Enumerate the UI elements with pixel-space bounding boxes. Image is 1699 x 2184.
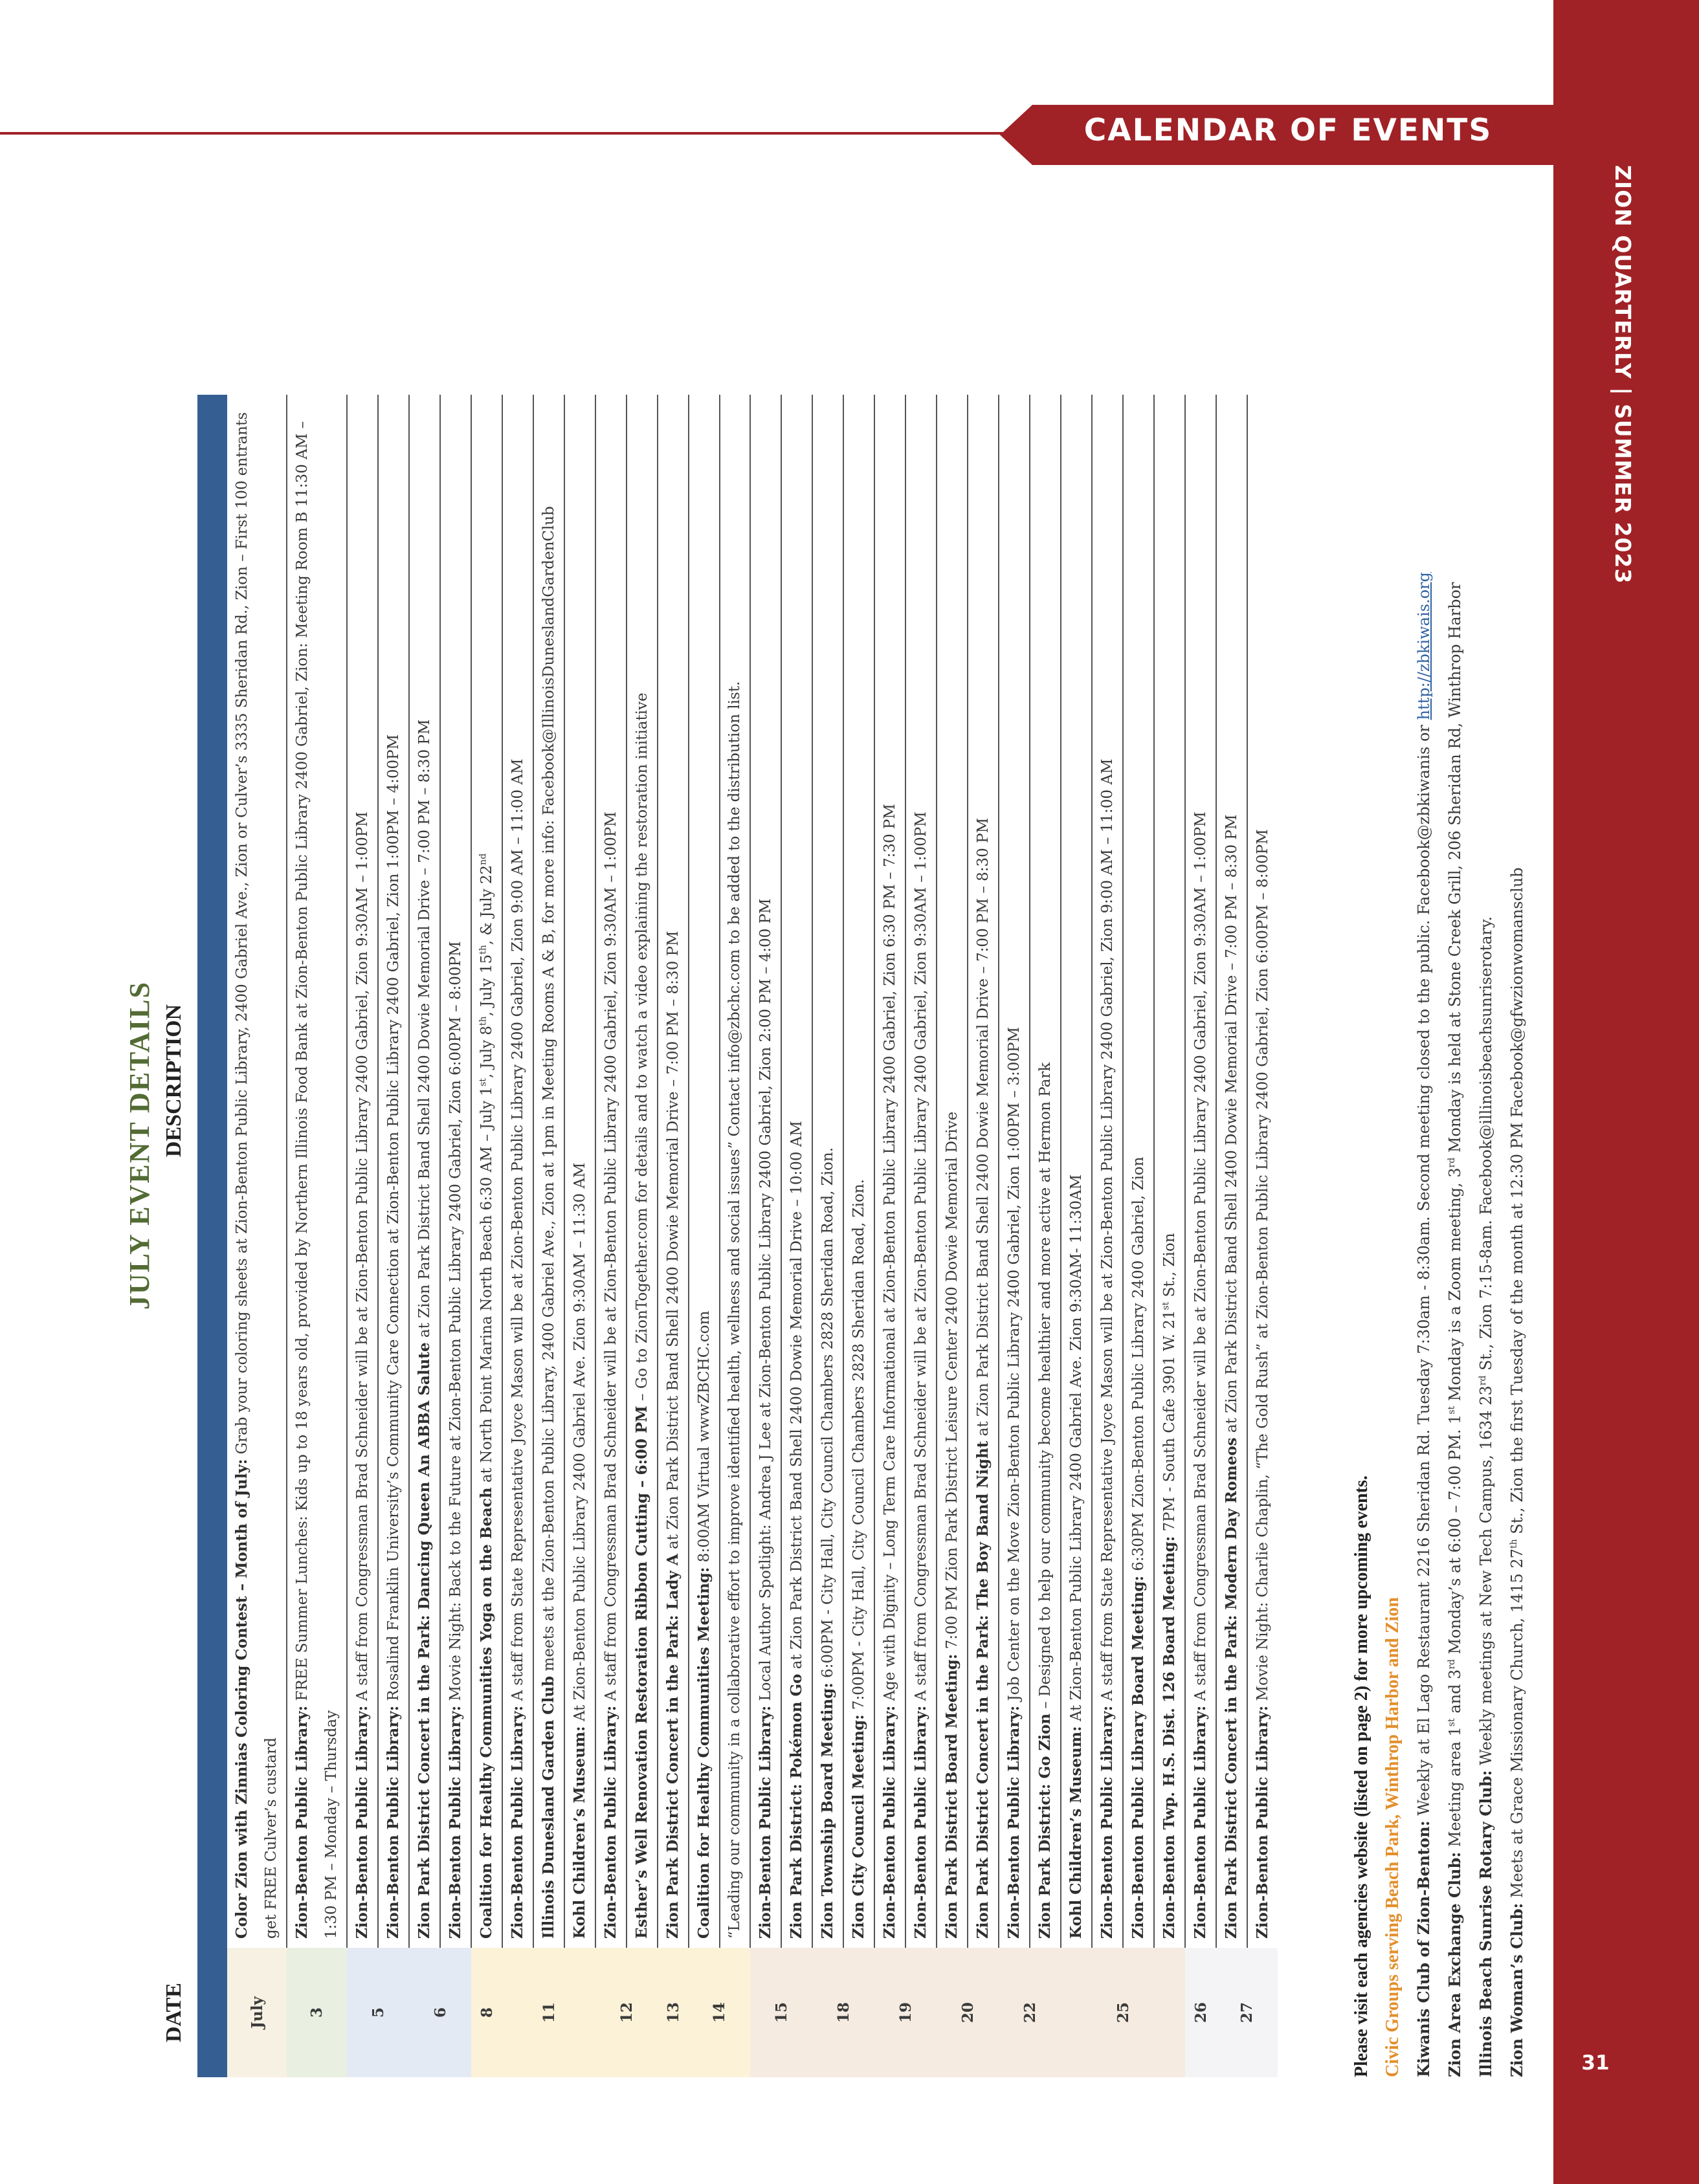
event-name: Zion-Benton Public Library: [1098,1705,1116,1939]
event-text: Local Author Spotlight: Andrea J Lee at Zion-Benton Public Library 2400 Gabriel, Zion 2:00 PM – 4:00 PM [757,898,774,1706]
club-details: Weekly at El Lago Restaurant 2216 Sheridan Rd. Tuesday 7:30am - 8:30am. Second meeting closed to the public. Facebook@zbkiwanis or [1415,720,1433,1821]
club-name: Zion Woman’s Club: [1507,1903,1526,2077]
table-row [1185,395,1216,2077]
event-name: Zion Park District Concert in the Park: The Boy Band Night [974,1440,992,1939]
club-website-link[interactable]: http://zbkiwais.org [1415,572,1433,720]
event-text: A staff from State Representative Joyce Mason will be at Zion-Benton Public Library 2400 Gabriel, Zion 9:00 AM – 11:00 AM [509,758,526,1706]
date-cell: 6 [409,1948,471,2077]
event-name: Zion Park District: Go Zion [1036,1713,1054,1939]
event-text: Age with Dignity – Long Term Care Informational at Zion-Benton Public Library 2400 Gabriel, Zion 6:30 PM – 7:30 PM [882,804,898,1706]
date-cell: 20 [937,1948,999,2077]
description-cell [502,395,533,1948]
date-cell: 25 [1061,1948,1185,2077]
event-text: Grab your coloring sheets at Zion-Benton Public Library, 2400 Gabriel Ave., Zion or Culver’s 3335 Sheridan Rd., Zion – First 100 entrants get FREE Culver’s custard [234,412,280,1939]
date-cell: 19 [874,1948,937,2077]
description-cell [409,395,440,1948]
civic-club-item [1502,395,1533,2077]
description-cell [720,395,750,1948]
table-row [843,395,874,2077]
club-name: Zion Area Exchange Club: [1445,1851,1464,2077]
event-name: Kohl Children’s Museum: [571,1726,588,1939]
event-text: 7:00PM - City Hall, City Council Chambers 2828 Sheridan Road, Zion. [850,1179,867,1715]
event-text: A staff from Congressman Brad Schneider will be at Zion-Benton Public Library 2400 Gabriel, Zion 9:30AM – 1:00PM [913,811,929,1706]
civic-club-item [1439,395,1471,2077]
event-text: Movie Night: Back to the Future at Zion-Benton Public Library 2400 Gabriel, Zion 6:00PM – 8:00PM [447,941,464,1706]
event-name: Zion-Benton Public Library: [1254,1705,1271,1939]
event-name: Esther’s Well Renovation Restoration Ribbon Cutting – 6:00 PM [633,1406,650,1939]
footer-section [1346,395,1533,2077]
column-headers [162,214,194,2077]
date-cell: 15 [750,1948,812,2077]
event-text: Rosalind Franklin University’s Community Care Connection at Zion-Benton Public Library 2400 Gabriel, Zion 1:00PM – 4:00PM [385,734,402,1706]
table-row [533,395,564,2077]
table-row [874,395,905,2077]
event-text: – Go to ZionTogether.com for details and to watch a video explaining the restoration initiative [634,692,650,1406]
event-name: Zion-Benton Public Library: [881,1705,898,1939]
date-cell: 18 [812,1948,874,2077]
description-cell [471,395,502,1948]
page-header-title: CALENDAR OF EVENTS [1083,113,1493,148]
table-row [689,395,720,2077]
event-name: Zion Park District: Pokémon Go [788,1673,805,1939]
table-row [227,395,287,2077]
description-cell [287,395,347,1948]
date-cell: 8 [471,1948,502,2077]
table-row [1061,395,1092,2077]
event-text: meets at the Zion-Benton Public Library, 2400 Gabriel Ave., Zion at 1pm in Meeting Rooms A & B, for more info: Facebook@IllinoisDuneslandGardenClub [540,506,557,1676]
description-cell [440,395,471,1948]
description-cell [1061,395,1092,1948]
event-text: “Leading our community in a collaborative effort to improve identified health, wellness and social issues” Contact info@zbchc.com to be added to the distribution list. [726,681,743,1939]
table-row [781,395,812,2077]
event-name: Zion City Council Meeting: [850,1714,867,1939]
event-name: Kohl Children’s Museum: [1067,1726,1085,1939]
description-cell [905,395,937,1948]
event-name: Zion Park District Concert in the Park: Lady A [664,1554,682,1939]
description-cell [1123,395,1154,1948]
table-row [812,395,843,2077]
column-header-date: DATE [162,1983,186,2042]
table-row [1247,395,1278,2077]
table-row [440,395,471,2077]
event-name: Zion Township Board Meeting: [819,1682,836,1939]
event-name: Zion-Benton Public Library: [1005,1705,1023,1939]
event-details-block [123,214,1547,2077]
event-text: at Zion Park District Band Shell 2400 Dowie Memorial Drive – 7:00 PM – 8:30 PM [665,931,682,1554]
description-cell [658,395,689,1948]
table-row [658,395,689,2077]
event-name: Coalition for Healthy Communities Yoga on the Beach [478,1487,495,1939]
table-row [502,395,533,2077]
event-name: Zion-Benton Public Library: [1192,1705,1209,1939]
event-name: Zion-Benton Public Library: [912,1705,929,1939]
description-cell [1030,395,1061,1948]
events-table [227,395,1278,2077]
description-cell [533,395,564,1948]
description-cell [378,395,409,1948]
table-row [1092,395,1123,2077]
event-text: at Zion Park District Band Shell 2400 Dowie Memorial Drive – 10:00 AM [788,1121,805,1674]
date-cell: July [227,1948,287,2077]
event-text: At Zion-Benton Public Library 2400 Gabriel Ave. Zion 9:30AM- 11:30AM [1068,1174,1085,1726]
table-row [750,395,781,2077]
event-name: Zion-Benton Public Library Board Meeting: [1129,1576,1147,1939]
club-name: Illinois Beach Sunrise Rotary Club: [1476,1770,1495,2077]
event-name: Zion-Benton Public Library: [353,1705,371,1939]
table-row [287,395,347,2077]
description-cell [1154,395,1185,1948]
event-text: 6:30PM Zion-Benton Public Library 2400 Gabriel, Zion [1130,1156,1147,1576]
table-row [378,395,409,2077]
date-cell: 11 [502,1948,595,2077]
event-name: Coalition for Healthy Communities Meeting: [695,1567,713,1939]
event-text: – Designed to help our community become healthier and more active at Hermon Park [1037,1062,1054,1714]
description-cell [937,395,968,1948]
description-cell [1216,395,1247,1948]
event-text: 8:00AM Virtual wwwZBCHC.com [696,1310,713,1567]
event-name: Color Zion with Zinnias Coloring Contest – Month of July: [233,1459,250,1939]
description-cell [227,395,287,1948]
date-cell: 13 [658,1948,689,2077]
date-cell: 27 [1216,1948,1278,2077]
club-details: Weekly meetings at New Tech Campus, 1634 23rd St., Zion 7:15-8am. Facebook@illinoisbeachsunriserotary. [1477,916,1495,1770]
club-details: Meets at Grace Missionary Church, 1415 27th St., Zion the first Tuesday of the month at 12:30 PM Facebook@gfwzionwomansclub [1508,867,1526,1903]
event-text: A staff from State Representative Joyce Mason will be at Zion-Benton Public Library 2400 Gabriel, Zion 9:00 AM – 11:00 AM [1099,758,1116,1706]
event-text: FREE Summer Lunches: Kids up to 18 years old, provided by Northern Illinois Food Bank at Zion-Benton Public Library 2400 Gabriel, Zion: Meeting Room B 11:30 AM – 1:30 PM – Monday – Thursday [294,421,340,1939]
civic-clubs-list [1408,395,1533,2077]
event-text: 7PM - South Cafe 3901 W. 21st St., Zion [1160,1233,1178,1536]
date-cell: 5 [347,1948,409,2077]
date-cell: 22 [999,1948,1061,2077]
event-name: Zion-Benton Twp. H.S. Dist. 126 Board Meeting: [1160,1536,1178,1939]
event-name: Zion-Benton Public Library: [384,1705,402,1939]
table-row [627,395,658,2077]
description-cell [968,395,999,1948]
event-name: Zion Park District Board Meeting: [943,1653,961,1939]
table-row [1123,395,1154,2077]
visit-note: Please visit each agencies website (listed on page 2) for more upcoming events. [1351,1475,1371,2077]
event-name: Zion Park District Concert in the Park: Dancing Queen An ABBA Salute [416,1342,433,1939]
table-row [720,395,750,2077]
civic-club-item [1471,395,1502,2077]
civic-club-item [1408,395,1439,2077]
description-cell [689,395,720,1948]
column-header-description: DESCRIPTION [162,1004,186,1158]
event-name: Zion Park District Concert in the Park: Modern Day Romeos [1223,1437,1240,1939]
event-name: Zion-Benton Public Library: [509,1705,526,1939]
description-cell [1092,395,1123,1948]
event-text: Movie Night: Charlie Chaplin, “The Gold Rush” at Zion-Benton Public Library 2400 Gabriel, Zion 6:00PM – 8:00PM [1254,829,1271,1706]
event-name: Zion-Benton Public Library: [293,1705,311,1939]
description-cell [564,395,595,1948]
civic-groups-heading: Civic Groups serving Beach Park, Winthrop Harbor and Zion [1383,1597,1403,2077]
description-cell [595,395,627,1948]
description-cell [874,395,905,1948]
table-row [1216,395,1247,2077]
event-text: At Zion-Benton Public Library 2400 Gabriel Ave. Zion 9:30AM – 11:30 AM [572,1162,588,1726]
event-text: at Zion Park District Band Shell 2400 Dowie Memorial Drive – 7:00 PM – 8:30 PM [416,719,433,1343]
table-row [409,395,440,2077]
table-row [999,395,1030,2077]
table-row [471,395,502,2077]
document-title: JULY EVENT DETAILS [124,981,155,1310]
description-cell [812,395,843,1948]
date-cell: 3 [287,1948,347,2077]
description-cell [1185,395,1216,1948]
table-row [968,395,999,2077]
date-cell: 14 [689,1948,750,2077]
event-text: A staff from Congressman Brad Schneider will be at Zion-Benton Public Library 2400 Gabriel, Zion 9:30AM – 1:00PM [354,811,371,1706]
event-text: at North Point Marina North Beach 6:30 AM – July 1st, July 8th, July 15th, & July 22nd [478,853,495,1488]
sidebar-publication-label: ZION QUARTERLY | SUMMER 2023 [1610,165,1636,584]
event-text: A staff from Congressman Brad Schneider will be at Zion-Benton Public Library 2400 Gabriel, Zion 9:30AM – 1:00PM [1192,811,1209,1706]
description-cell [999,395,1030,1948]
description-cell [627,395,658,1948]
table-row [937,395,968,2077]
event-name: Zion-Benton Public Library: [447,1705,464,1939]
table-row [595,395,627,2077]
event-text: Job Center on the Move Zion-Benton Public Library 2400 Gabriel, Zion 1:00PM – 3:00PM [1006,1026,1023,1706]
table-row [347,395,378,2077]
date-cell: 26 [1185,1948,1216,2077]
event-name: Illinois Dunesland Garden Club [540,1675,557,1939]
event-text: 7:00 PM Zion Park District Leisure Center 2400 Dowie Memorial Drive [944,1111,961,1654]
description-cell [750,395,781,1948]
event-text: A staff from Congressman Brad Schneider will be at Zion-Benton Public Library 2400 Gabriel, Zion 9:30AM – 1:00PM [603,811,619,1706]
description-cell [1247,395,1278,1948]
date-cell: 12 [595,1948,658,2077]
event-text: 6:00PM - City Hall, City Council Chambers 2828 Sheridan Road, Zion. [819,1147,836,1683]
description-cell [843,395,874,1948]
event-name: Zion-Benton Public Library: [602,1705,619,1939]
description-cell [347,395,378,1948]
event-text: at Zion Park District Band Shell 2400 Dowie Memorial Drive – 7:00 PM – 8:30 PM [1223,814,1240,1438]
table-row [564,395,595,2077]
page-number: 31 [1581,2051,1610,2075]
table-header-bar [197,395,227,2077]
event-text: at Zion Park District Band Shell 2400 Dowie Memorial Drive – 7:00 PM – 8:30 PM [975,817,992,1441]
description-cell [781,395,812,1948]
club-name: Kiwanis Club of Zion-Benton: [1414,1820,1433,2077]
table-row [1154,395,1185,2077]
club-details: Meeting area 1st and 3rd Monday’s at 6:00 – 7:00 PM. 1st Monday is a Zoom meeting, 3rd Monday is held at Stone Creek Grill, 206 Sheridan Rd, Winthrop Harbor [1446,582,1464,1852]
event-name: Zion-Benton Public Library: [757,1705,774,1939]
table-row [1030,395,1061,2077]
header-rule [0,132,1010,135]
table-row [905,395,937,2077]
